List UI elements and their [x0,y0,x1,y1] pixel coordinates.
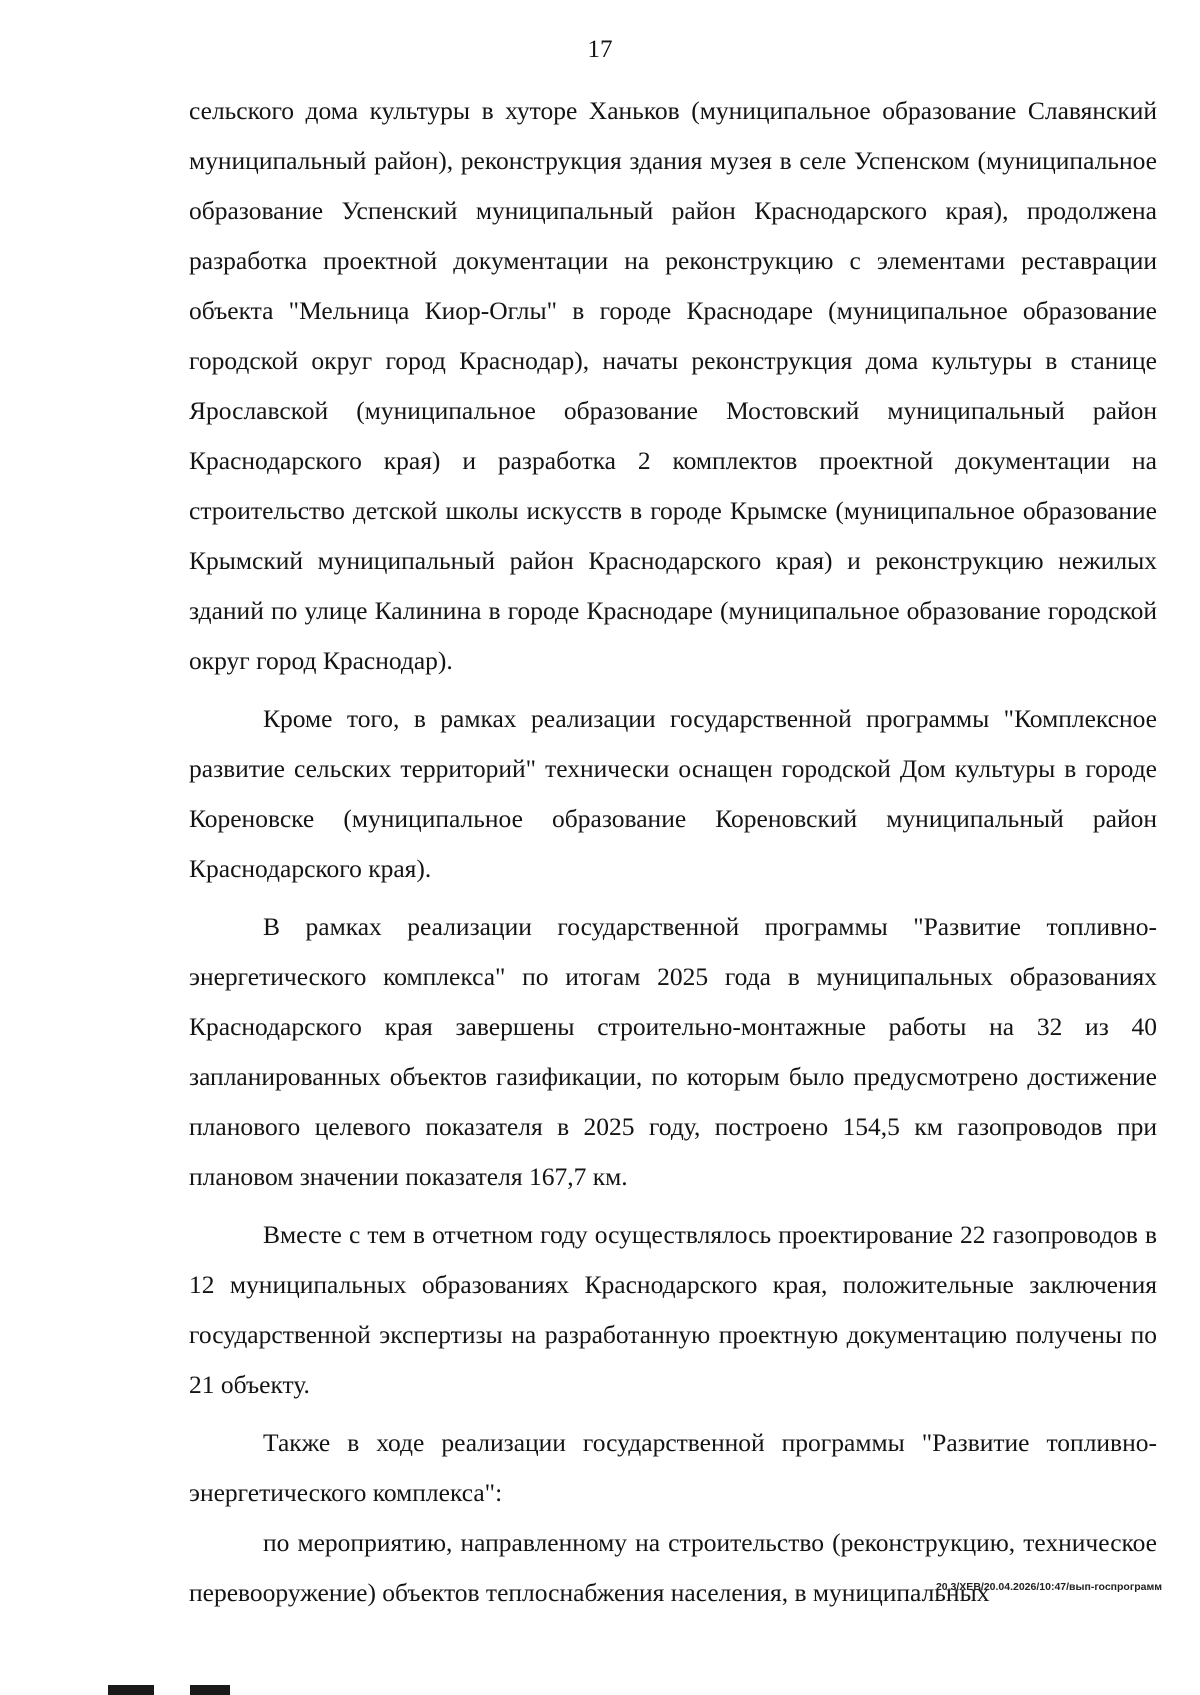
paragraph-fuel-energy-results: В рамках реализации государственной программы "Развитие топливно-энергетического комплекса" по итогам 2025 года в муниципальных образованиях Краснодарского края завершены строительно-монтажные работы на 32 из 40 запланированных объектов газификации, по которым было предусмотрено достижение планового целевого показателя в 2025 году, построено 154,5 км газопроводов при плановом значении показателя 167,7 км. [189,912,1157,1191]
paragraph-heat-supply: по мероприятию, направленному на строительство (реконструкцию, техническое перевооружение) объектов теплоснабжения населения, в муниципальных [189,1528,1157,1607]
document-body [189,86,1157,1618]
document-footer-code: 20.3/ХЕВ/20.04.2026/10:47/вып-госпрограмм [935,1581,1162,1593]
paragraph-gas-pipeline-design: Вместе с тем в отчетном году осуществлялось проектирование 22 газопроводов в 12 муниципальных образованиях Краснодарского края, положительные заключения государственной экспертизы на разработанную проектную документацию получены по 21 объекту. [189,1220,1157,1399]
paragraph-program-intro: Также в ходе реализации государственной программы "Развитие топливно-энергетического комплекса": [189,1428,1157,1507]
scan-edge-mark [108,1685,154,1695]
scan-edge-mark [190,1685,230,1695]
page-number: 17 [587,36,613,63]
paragraph-rural-development: Кроме того, в рамках реализации государственной программы "Комплексное развитие сельских территорий" технически оснащен городской Дом культуры в городе Кореновске (муниципальное образование Кореновский муниципальный район Краснодарского края). [189,704,1157,883]
paragraph-continuation: сельского дома культуры в хуторе Ханьков (муниципальное образование Славянский муниципальный район), реконструкция здания музея в селе Успенском (муниципальное образование Успенский муниципальный район Краснодарского края), продолжена разработка проектной документации на реконструкцию с элементами реставрации объекта "Мельница Киор-Оглы" в городе Краснодаре (муниципальное образование городской округ город Краснодар), начаты реконструкция дома культуры в станице Ярославской (муниципальное образование Мостовский муниципальный район Краснодарского края) и разработка 2 комплектов проектной документации на строительство детской школы искусств в городе Крымске (муниципальное образование Крымский муниципальный район Краснодарского края) и реконструкцию нежилых зданий по улице Калинина в городе Краснодаре (муниципальное образование городской округ город Краснодар). [189,96,1157,675]
